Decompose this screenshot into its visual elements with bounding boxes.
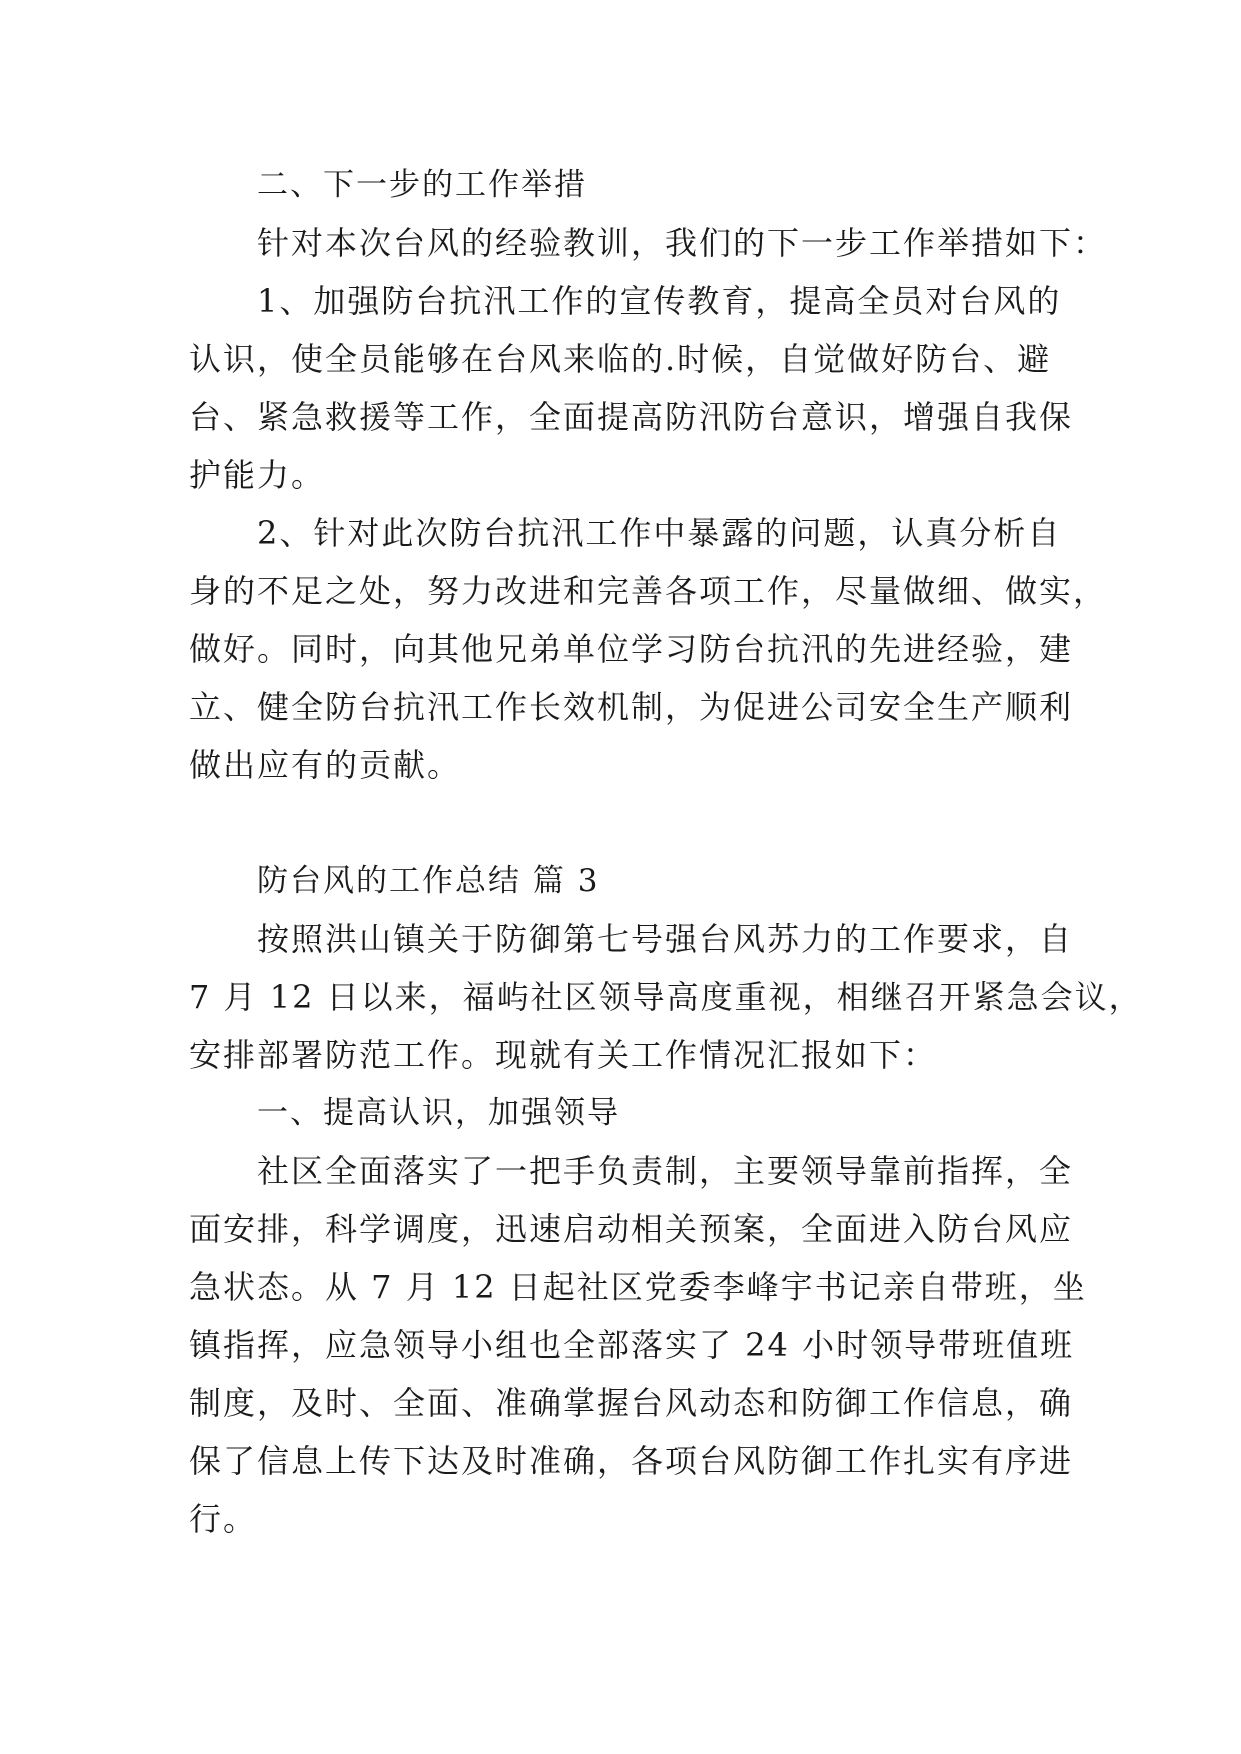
paragraph-line: 按照洪山镇关于防御第七号强台风苏力的工作要求，自 <box>257 920 1074 958</box>
paragraph-line: 社区全面落实了一把手负责制，主要领导靠前指挥，全 <box>257 1152 1074 1190</box>
paragraph-line: 行。 <box>189 1500 258 1538</box>
paragraph-line: 面安排，科学调度，迅速启动相关预案，全面进入防台风应 <box>189 1210 1074 1248</box>
paragraph-line: 台、紧急救援等工作，全面提高防汛防台意识，增强自我保 <box>189 398 1074 436</box>
document-page <box>189 156 1143 1548</box>
paragraph-line: 身的不足之处，努力改进和完善各项工作，尽量做细、做实， <box>189 572 1108 610</box>
section-intro: 针对本次台风的经验教训，我们的下一步工作举措如下： <box>257 224 1108 262</box>
list-item-1 <box>189 272 1074 504</box>
article-subheading: 一、提高认识，加强领导 <box>257 1095 620 1131</box>
paragraph-line: 保了信息上传下达及时准确，各项台风防御工作扎实有序进 <box>189 1442 1074 1480</box>
section-heading: 二、下一步的工作举措 <box>257 167 587 203</box>
paragraph-line: 立、健全防台抗汛工作长效机制，为促进公司安全生产顺利 <box>189 688 1074 726</box>
paragraph-line: 制度，及时、全面、准确掌握台风动态和防御工作信息，确 <box>189 1384 1074 1422</box>
paragraph-line: 做好。同时，向其他兄弟单位学习防台抗汛的先进经验，建 <box>189 630 1074 668</box>
article-title: 防台风的工作总结 篇 3 <box>257 863 600 899</box>
paragraph-line: 安排部署防范工作。现就有关工作情况汇报如下： <box>189 1036 938 1074</box>
paragraph-line: 做出应有的贡献。 <box>189 746 462 784</box>
article-body <box>189 1142 1087 1548</box>
paragraph-line: 1、加强防台抗汛工作的宣传教育，提高全员对台风的 <box>257 282 1062 320</box>
section-spacer <box>189 794 1051 852</box>
paragraph-line: 护能力。 <box>189 456 326 494</box>
paragraph-line: 7 月 12 日以来，福屿社区领导高度重视，相继召开紧急会议， <box>189 978 1143 1016</box>
article-intro <box>189 910 1143 1084</box>
paragraph-line: 认识，使全员能够在台风来临的.时候，自觉做好防台、避 <box>189 340 1052 378</box>
paragraph-line: 2、针对此次防台抗汛工作中暴露的问题，认真分析自 <box>257 514 1062 552</box>
paragraph-line: 镇指挥，应急领导小组也全部落实了 24 小时领导带班值班 <box>189 1326 1075 1364</box>
paragraph-line: 急状态。从 7 月 12 日起社区党委李峰宇书记亲自带班，坐 <box>189 1268 1087 1306</box>
list-item-2 <box>189 504 1108 794</box>
